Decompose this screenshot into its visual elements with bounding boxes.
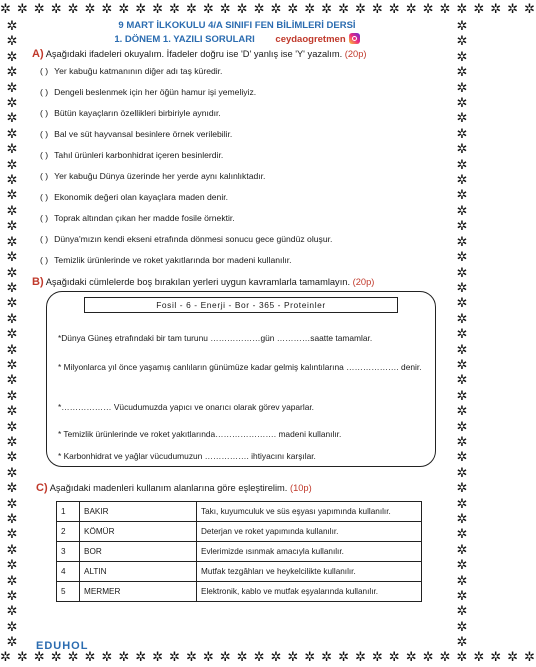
mineral-name: BAKIR: [80, 502, 197, 522]
table-row: [57, 542, 422, 562]
fill-in-sentence: * Temizlik ürünlerinde ve roket yakıtlarında…………………. madeni kullanılır.: [58, 429, 342, 439]
fill-in-sentence: *Dünya Güneş etrafındaki bir tam turunu ………………gün …………saatte tamamlar.: [58, 333, 373, 343]
usage-text: Evlerimizde ısınmak amacıyla kullanılır.: [197, 542, 422, 562]
row-number: 4: [57, 562, 80, 582]
usage-text: Mutfak tezgâhları ve heykelcilikte kullanılır.: [197, 562, 422, 582]
row-number: 2: [57, 522, 80, 542]
statement-text: Dengeli beslenmek için her öğün hamur işi yemeliyiz.: [54, 87, 257, 97]
section-a-points: (20p): [344, 49, 367, 59]
section-b-title: [32, 276, 374, 288]
section-b-points: (20p): [352, 277, 375, 287]
true-false-item: [40, 171, 440, 181]
mineral-name: KÖMÜR: [80, 522, 197, 542]
statement-text: Temizlik ürünlerinde ve roket yakıtlarında bor madeni kullanılır.: [54, 255, 292, 265]
watermark-logo: EDUHOL: [36, 640, 89, 652]
answer-blank[interactable]: ( ): [40, 108, 49, 118]
row-number: 1: [57, 502, 80, 522]
fill-in-sentence: * Milyonlarca yıl önce yaşamış canlıların günümüze kadar gelmiş kalıntılarına ………………. denir.: [58, 362, 422, 372]
usage-text: Deterjan ve roket yapımında kullanılır.: [197, 522, 422, 542]
table-row: [57, 582, 422, 602]
answer-blank[interactable]: ( ): [40, 87, 49, 97]
true-false-item: [40, 213, 440, 223]
usage-text: Takı, kuyumculuk ve süs eşyası yapımında kullanılır.: [197, 502, 422, 522]
answer-blank[interactable]: ( ): [40, 129, 49, 139]
exam-term: 1. DÖNEM 1. YAZILI SORULARI: [114, 34, 255, 45]
mineral-name: MERMER: [80, 582, 197, 602]
true-false-item: [40, 192, 440, 202]
fill-in-sentence: *……………… Vücudumuzda yapıcı ve onarıcı olarak görev yaparlar.: [58, 402, 315, 412]
section-c-title: [36, 482, 312, 494]
section-c-points: (10p): [289, 483, 312, 493]
mineral-name: ALTIN: [80, 562, 197, 582]
table-row: [57, 502, 422, 522]
true-false-item: [40, 129, 440, 139]
statement-text: Bal ve süt hayvansal besinlere örnek verilebilir.: [54, 129, 233, 139]
statement-text: Bütün kayaçların özellikleri birbiriyle aynıdır.: [54, 108, 221, 118]
usage-text: Elektronik, kablo ve mutfak eşyalarında kullanılır.: [197, 582, 422, 602]
true-false-item: [40, 66, 440, 76]
true-false-item: [40, 87, 440, 97]
true-false-item: [40, 234, 440, 244]
true-false-item: [40, 255, 440, 265]
section-a-title: [32, 48, 452, 60]
row-number: 5: [57, 582, 80, 602]
instagram-icon: [349, 33, 360, 44]
right-star-border: ✲ ✲ ✲ ✲ ✲ ✲ ✲ ✲ ✲ ✲ ✲ ✲ ✲ ✲ ✲ ✲ ✲ ✲ ✲ ✲ ✲ ✲ ✲ ✲ ✲ ✲ ✲ ✲ ✲ ✲ ✲ ✲ ✲ ✲ ✲ ✲ ✲ ✲ ✲ ✲ ✲: [456, 18, 468, 650]
statement-text: Yer kabuğu Dünya üzerinde her yerde aynı kalınlıktadır.: [54, 171, 266, 181]
fill-in-sentence: * Karbonhidrat ve yağlar vücudumuzun ……………. ihtiyacını karşılar.: [58, 451, 316, 461]
section-c-instruction: Aşağıdaki madenleri kullanım alanlarına göre eşleştirelim.: [49, 483, 288, 493]
exam-title: 9 MART İLKOKULU 4/A SINIFI FEN BİLİMLERİ DERSİ: [118, 20, 356, 31]
brand-name: ceydaogretmen: [275, 34, 346, 45]
word-bank: Fosil - 6 - Enerji - Bor - 365 - Proteinler: [84, 297, 398, 313]
statement-text: Dünya'mızın kendi ekseni etrafında dönmesi sonucu gece gündüz oluşur.: [54, 234, 333, 244]
table-row: [57, 522, 422, 542]
statement-text: Yer kabuğu katmanının diğer adı taş küredir.: [54, 66, 223, 76]
bottom-star-border: ✲ ✲ ✲ ✲ ✲ ✲ ✲ ✲ ✲ ✲ ✲ ✲ ✲ ✲ ✲ ✲ ✲ ✲ ✲ ✲ ✲ ✲ ✲ ✲ ✲ ✲ ✲ ✲ ✲ ✲ ✲ ✲: [0, 649, 536, 664]
answer-blank[interactable]: ( ): [40, 171, 49, 181]
section-a-instruction: Aşağıdaki ifadeleri okuyalım. İfadeler doğru ise 'D' yanlış ise 'Y' yazalım.: [45, 49, 343, 59]
answer-blank[interactable]: ( ): [40, 150, 49, 160]
matching-table: [56, 501, 422, 602]
mineral-name: BOR: [80, 542, 197, 562]
exam-subtitle: [0, 33, 474, 45]
answer-blank[interactable]: ( ): [40, 66, 49, 76]
table-row: [57, 562, 422, 582]
answer-blank[interactable]: ( ): [40, 234, 49, 244]
statement-text: Toprak altından çıkan her madde fosile örnektir.: [54, 213, 235, 223]
answer-blank[interactable]: ( ): [40, 213, 49, 223]
true-false-item: [40, 150, 440, 160]
answer-blank[interactable]: ( ): [40, 255, 49, 265]
statement-text: Tahıl ürünleri karbonhidrat içeren besinlerdir.: [54, 150, 224, 160]
true-false-item: [40, 108, 440, 118]
section-b-instruction: Aşağıdaki cümlelerde boş bırakılan yerleri uygun kavramlarla tamamlayın.: [45, 277, 351, 287]
section-b-letter: B): [32, 276, 44, 288]
left-star-border: ✲ ✲ ✲ ✲ ✲ ✲ ✲ ✲ ✲ ✲ ✲ ✲ ✲ ✲ ✲ ✲ ✲ ✲ ✲ ✲ ✲ ✲ ✲ ✲ ✲ ✲ ✲ ✲ ✲ ✲ ✲ ✲ ✲ ✲ ✲ ✲ ✲ ✲ ✲ ✲ ✲: [6, 18, 18, 650]
statement-text: Ekonomik değeri olan kayaçlara maden denir.: [54, 192, 229, 202]
section-c-letter: C): [36, 482, 48, 494]
answer-blank[interactable]: ( ): [40, 192, 49, 202]
top-star-border: ✲ ✲ ✲ ✲ ✲ ✲ ✲ ✲ ✲ ✲ ✲ ✲ ✲ ✲ ✲ ✲ ✲ ✲ ✲ ✲ ✲ ✲ ✲ ✲ ✲ ✲ ✲ ✲ ✲ ✲ ✲ ✲: [0, 1, 536, 16]
section-a-letter: A): [32, 48, 44, 60]
row-number: 3: [57, 542, 80, 562]
